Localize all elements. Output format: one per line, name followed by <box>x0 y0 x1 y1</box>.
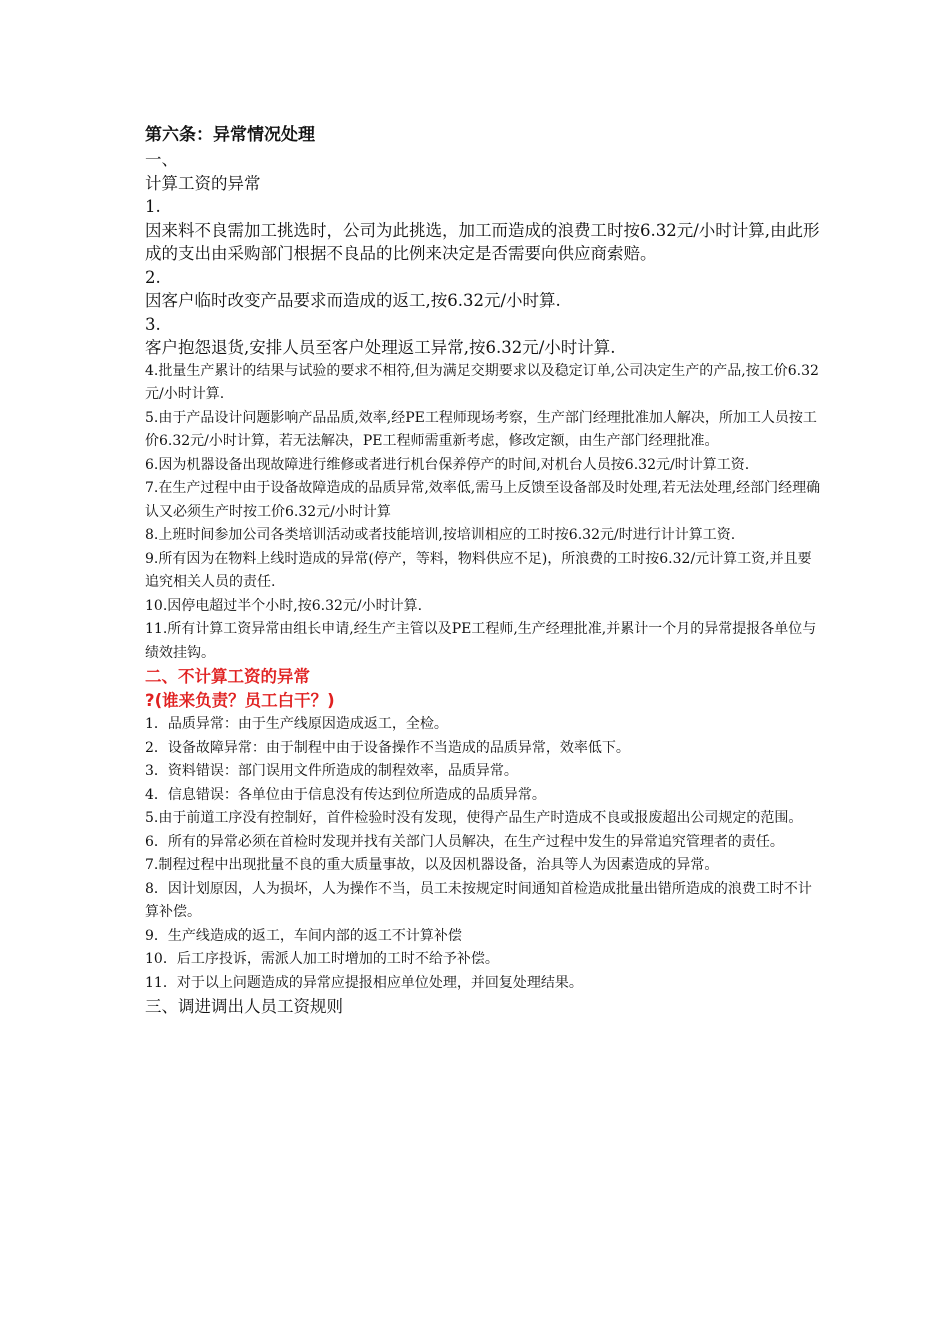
section1-paragraph: 7.在生产过程中由于设备故障造成的品质异常,效率低,需马上反馈至设备部及时处理,若无法处理,经部门经理确认又必须生产时按工价6.32元/小时计算 <box>145 480 821 520</box>
section2-paragraph: 6．所有的异常必须在首检时发现并找有关部门人员解决，在生产过程中发生的异常追究管理者的责任。 <box>145 833 784 850</box>
section2-paragraph: 11．对于以上问题造成的异常应提报相应单位处理，并回复处理结果。 <box>145 974 583 991</box>
section1-item-text: 因客户临时改变产品要求而造成的返工,按6.32元/小时算. <box>145 291 561 310</box>
section1-item-number: 2. <box>145 267 161 287</box>
section1-item-number: 3. <box>145 314 161 334</box>
section2-paragraph: 8．因计划原因，人为损坏，人为操作不当，员工未按规定时间通知首检造成批量出错所造成的浪费工时不计算补偿。 <box>145 880 812 920</box>
section1-paragraph: 11.所有计算工资异常由组长申请,经生产主管以及PE工程师,生产经理批准,并累计一个月的异常提报各单位与绩效挂钩。 <box>145 621 817 661</box>
section2-subheading: ?(谁来负责？员工白干？) <box>145 691 335 710</box>
section2-paragraph: 10．后工序投诉，需派人加工时增加的工时不给予补偿。 <box>145 951 499 967</box>
section2-paragraph: 4．信息错误：各单位由于信息没有传达到位所造成的品质异常。 <box>145 786 546 803</box>
section1-heading: 计算工资的异常 <box>145 173 261 193</box>
section1-paragraph: 6.因为机器设备出现故障进行维修或者进行机台保养停产的时间,对机台人员按6.32元/时计算工资. <box>145 456 750 473</box>
section2-paragraph: 2．设备故障异常：由于制程中由于设备操作不当造成的品质异常，效率低下。 <box>145 739 630 756</box>
section2-paragraph: 9．生产线造成的返工，车间内部的返工不计算补偿 <box>145 927 462 944</box>
section2-paragraph: 7.制程过程中出现批量不良的重大质量事故，以及因机器设备，治具等人为因素造成的异常。 <box>145 857 719 873</box>
section1-paragraph: 5.由于产品设计问题影响产品品质,效率,经PE工程师现场考察，生产部门经理批准加人解决，所加工人员按工价6.32元/小时计算，若无法解决，PE工程师需重新考虑，修改定额，由生产部门经理批准。 <box>145 409 817 449</box>
section1-item-number: 1. <box>145 197 161 216</box>
section2-paragraph: 3．资料错误：部门误用文件所造成的制程效率，品质异常。 <box>145 763 518 779</box>
section2-heading: 二、不计算工资的异常 <box>145 667 310 686</box>
section2-paragraph: 5.由于前道工序没有控制好，首件检验时没有发现，使得产品生产时造成不良或报废超出公司规定的范围。 <box>145 810 803 826</box>
section1-number: 一、 <box>145 150 178 169</box>
section1-item-text: 客户抱怨退货,安排人员至客户处理返工异常,按6.32元/小时计算. <box>145 338 616 357</box>
section1-item-text: 因来料不良需加工挑选时，公司为此挑选，加工而造成的浪费工时按6.32元/小时计算,由此形成的支出由采购部门根据不良品的比例来决定是否需要向供应商索赔。 <box>145 220 820 263</box>
article-title: 第六条：异常情况处理 <box>145 125 315 145</box>
section1-paragraph: 9.所有因为在物料上线时造成的异常(停产，等料，物料供应不足)，所浪费的工时按6.32/元计算工资,并且要追究相关人员的责任. <box>145 550 812 590</box>
section3-heading: 三、调进调出人员工资规则 <box>145 997 343 1016</box>
section1-paragraph: 4.批量生产累计的结果与试验的要求不相符,但为满足交期要求以及稳定订单,公司决定生产的产品,按工价6.32元/小时计算. <box>145 362 819 402</box>
section2-paragraph: 1．品质异常：由于生产线原因造成返工，全检。 <box>145 716 448 732</box>
document-page <box>145 122 825 1019</box>
section1-paragraph: 10.因停电超过半个小时,按6.32元/小时计算. <box>145 597 423 614</box>
section1-paragraph: 8.上班时间参加公司各类培训活动或者技能培训,按培训相应的工时按6.32元/时进行计计算工资. <box>145 527 736 543</box>
